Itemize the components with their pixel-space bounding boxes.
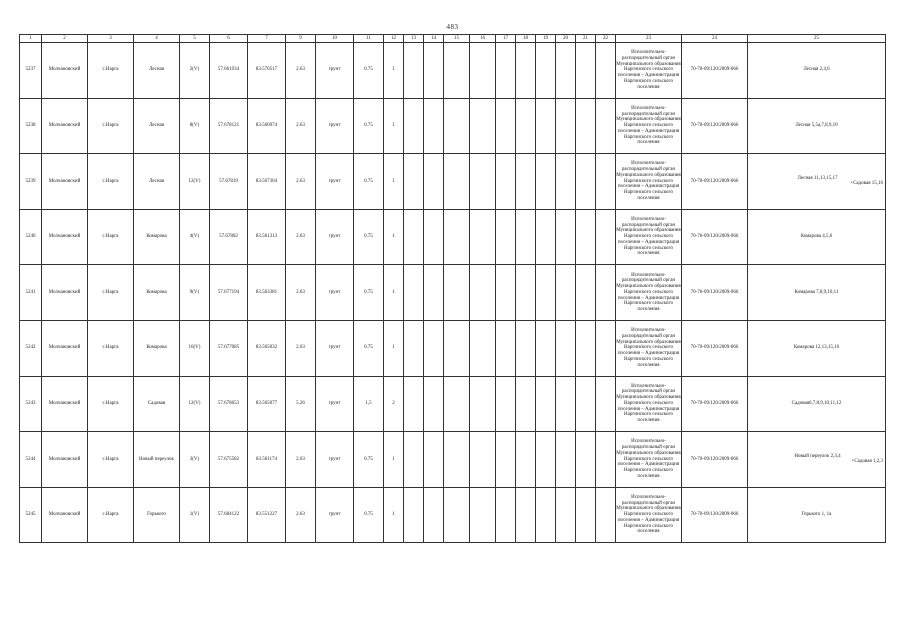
- empty-cell: [404, 154, 424, 210]
- lanes-cell: 2: [384, 376, 404, 432]
- empty-cell: [424, 376, 444, 432]
- empty-cell: [496, 43, 516, 99]
- empty-cell: [404, 43, 424, 99]
- settlement-cell: с.Нарга: [88, 209, 134, 265]
- longitude-cell: 83.565077: [248, 376, 286, 432]
- empty-cell: [496, 432, 516, 488]
- category-cell: 12(V): [180, 376, 210, 432]
- empty-cell: [536, 43, 556, 99]
- record-id-cell: 5242: [20, 320, 42, 376]
- column-number-header: 1: [20, 35, 42, 43]
- district-cell: Молчановский: [42, 320, 88, 376]
- owner-organization-cell: Исполнительно-распорядительный орган Муниципального образования Наргинского сельского поселения – Администрация Наргинского сельского поселения: [616, 320, 682, 376]
- addresses-cell: [748, 154, 886, 210]
- empty-cell: [424, 487, 444, 543]
- column-number-header: 23: [616, 35, 682, 43]
- empty-cell: [536, 432, 556, 488]
- column-number-header: 14: [424, 35, 444, 43]
- empty-cell: [470, 320, 496, 376]
- record-id-cell: 5245: [20, 487, 42, 543]
- district-cell: Молчановский: [42, 98, 88, 154]
- longitude-cell: 83.563381: [248, 265, 286, 321]
- district-cell: Молчановский: [42, 432, 88, 488]
- category-cell: 12(V): [180, 154, 210, 210]
- surface-cell: грунт: [316, 43, 354, 99]
- empty-cell: [576, 154, 596, 210]
- addresses-cell: [748, 487, 886, 543]
- empty-cell: [470, 43, 496, 99]
- empty-cell: [404, 209, 424, 265]
- column-number-header: 22: [596, 35, 616, 43]
- empty-cell: [424, 98, 444, 154]
- column-number-header: 21: [576, 35, 596, 43]
- empty-cell: [596, 98, 616, 154]
- table-row: [20, 320, 886, 376]
- empty-cell: [596, 265, 616, 321]
- surface-cell: грунт: [316, 209, 354, 265]
- width-cell: 2.63: [286, 265, 316, 321]
- record-id-cell: 5239: [20, 154, 42, 210]
- addresses-cell: [748, 320, 886, 376]
- record-id-cell: 5243: [20, 376, 42, 432]
- empty-cell: [470, 487, 496, 543]
- latitude-cell: 57.67819: [210, 154, 248, 210]
- longitude-cell: 83.570517: [248, 43, 286, 99]
- address-line: Лесная 2,4,6: [803, 67, 830, 73]
- column-number-header: 17: [496, 35, 516, 43]
- lanes-cell: 1: [384, 154, 404, 210]
- latitude-cell: 57.67802: [210, 209, 248, 265]
- empty-cell: [576, 98, 596, 154]
- street-cell: Лесная: [134, 98, 180, 154]
- latitude-cell: 57.661934: [210, 43, 248, 99]
- empty-cell: [444, 154, 470, 210]
- longitude-cell: 83.565032: [248, 320, 286, 376]
- empty-cell: [596, 209, 616, 265]
- table-row: [20, 98, 886, 154]
- column-number-header: 16: [470, 35, 496, 43]
- address-line: Лесная 11,13,15,17: [797, 175, 838, 181]
- empty-cell: [424, 154, 444, 210]
- empty-cell: [424, 432, 444, 488]
- owner-organization-cell: Исполнительно-распорядительный орган Муниципального образования Наргинского сельского поселения – Администрация Наргинского сельского поселения: [616, 209, 682, 265]
- empty-cell: [496, 154, 516, 210]
- column-number-header: 12: [384, 35, 404, 43]
- addresses-cell: [748, 98, 886, 154]
- empty-cell: [444, 265, 470, 321]
- road-registry-table: [19, 34, 886, 543]
- column-number-header: 6: [210, 35, 248, 43]
- latitude-cell: 57.684122: [210, 487, 248, 543]
- surface-cell: грунт: [316, 487, 354, 543]
- street-cell: Комарова: [134, 320, 180, 376]
- lanes-cell: 1: [384, 209, 404, 265]
- width-cell: 2.63: [286, 487, 316, 543]
- column-number-header: 7: [248, 35, 286, 43]
- registration-number-cell: 70-70-09/120/2009-066: [682, 376, 748, 432]
- column-number-header: 25: [748, 35, 886, 43]
- empty-cell: [404, 376, 424, 432]
- address-line: Горького 1, 1а: [801, 512, 832, 518]
- owner-organization-cell: Исполнительно-распорядительный орган Муниципального образования Наргинского сельского поселения – Администрация Наргинского сельского поселения: [616, 376, 682, 432]
- empty-cell: [536, 376, 556, 432]
- length-cell: 0.75: [354, 265, 384, 321]
- category-cell: 16(V): [180, 320, 210, 376]
- surface-cell: грунт: [316, 432, 354, 488]
- latitude-cell: 57.677194: [210, 265, 248, 321]
- empty-cell: [576, 487, 596, 543]
- addresses-cell: [748, 209, 886, 265]
- empty-cell: [596, 43, 616, 99]
- street-cell: Лесная: [134, 43, 180, 99]
- empty-cell: [404, 432, 424, 488]
- empty-cell: [536, 154, 556, 210]
- empty-cell: [556, 265, 576, 321]
- empty-cell: [444, 320, 470, 376]
- column-number-header: 15: [444, 35, 470, 43]
- latitude-cell: 57.678653: [210, 376, 248, 432]
- width-cell: 2.63: [286, 43, 316, 99]
- length-cell: 0.75: [354, 154, 384, 210]
- settlement-cell: с.Нарга: [88, 154, 134, 210]
- length-cell: 0.75: [354, 43, 384, 99]
- longitude-cell: 83.567304: [248, 154, 286, 210]
- street-cell: Горького: [134, 487, 180, 543]
- empty-cell: [576, 43, 596, 99]
- width-cell: 2.63: [286, 98, 316, 154]
- longitude-cell: 83.551227: [248, 487, 286, 543]
- length-cell: 0.75: [354, 209, 384, 265]
- address-line: Лесная 5,5а,7,8,9,10: [795, 123, 838, 129]
- empty-cell: [576, 209, 596, 265]
- registration-number-cell: 70-70-09/120/2009-066: [682, 98, 748, 154]
- record-id-cell: 5238: [20, 98, 42, 154]
- address-line: Комарова 4,5,6: [800, 234, 833, 240]
- surface-cell: грунт: [316, 154, 354, 210]
- width-cell: 2.63: [286, 432, 316, 488]
- length-cell: 1,5: [354, 376, 384, 432]
- settlement-cell: с.Нарга: [88, 376, 134, 432]
- district-cell: Молчановский: [42, 209, 88, 265]
- district-cell: Молчановский: [42, 376, 88, 432]
- column-number-header: 20: [556, 35, 576, 43]
- empty-cell: [424, 265, 444, 321]
- empty-cell: [424, 43, 444, 99]
- owner-organization-cell: Исполнительно-распорядительный орган Муниципального образования Наргинского сельского поселения – Администрация Наргинского сельского поселения: [616, 432, 682, 488]
- settlement-cell: с.Нарга: [88, 98, 134, 154]
- registration-number-cell: 70-70-09/120/2009-066: [682, 432, 748, 488]
- street-cell: Новый переулок: [134, 432, 180, 488]
- lanes-cell: 1: [384, 43, 404, 99]
- empty-cell: [536, 487, 556, 543]
- longitude-cell: 83.561174: [248, 432, 286, 488]
- empty-cell: [576, 265, 596, 321]
- record-id-cell: 5241: [20, 265, 42, 321]
- address-line: Комарова 7,8,9,10,11: [794, 289, 839, 295]
- table-row: [20, 209, 886, 265]
- column-number-header: 18: [516, 35, 536, 43]
- category-cell: 9(V): [180, 265, 210, 321]
- column-number-header: 9: [286, 35, 316, 43]
- page-number: 483: [446, 23, 459, 31]
- empty-cell: [404, 487, 424, 543]
- column-number-header: 2: [42, 35, 88, 43]
- empty-cell: [596, 320, 616, 376]
- empty-cell: [516, 320, 536, 376]
- empty-cell: [596, 376, 616, 432]
- empty-cell: [470, 265, 496, 321]
- empty-cell: [496, 209, 516, 265]
- empty-cell: [404, 265, 424, 321]
- empty-cell: [496, 265, 516, 321]
- empty-cell: [556, 98, 576, 154]
- column-number-header: 3: [88, 35, 134, 43]
- empty-cell: [556, 376, 576, 432]
- width-cell: 2.63: [286, 154, 316, 210]
- length-cell: 0.75: [354, 98, 384, 154]
- empty-cell: [496, 376, 516, 432]
- empty-cell: [536, 320, 556, 376]
- empty-cell: [536, 98, 556, 154]
- settlement-cell: с.Нарга: [88, 487, 134, 543]
- lanes-cell: 1: [384, 432, 404, 488]
- empty-cell: [444, 376, 470, 432]
- empty-cell: [576, 432, 596, 488]
- empty-cell: [470, 376, 496, 432]
- surface-cell: грунт: [316, 98, 354, 154]
- addresses-cell: [748, 43, 886, 99]
- empty-cell: [444, 43, 470, 99]
- street-cell: Лесная: [134, 154, 180, 210]
- empty-cell: [576, 320, 596, 376]
- settlement-cell: с.Нарга: [88, 320, 134, 376]
- street-cell: Садовая: [134, 376, 180, 432]
- empty-cell: [404, 320, 424, 376]
- latitude-cell: 57.678121: [210, 98, 248, 154]
- width-cell: 5.26: [286, 376, 316, 432]
- empty-cell: [444, 98, 470, 154]
- district-cell: Молчановский: [42, 487, 88, 543]
- column-number-header: 11: [354, 35, 384, 43]
- surface-cell: грунт: [316, 320, 354, 376]
- table-row: [20, 432, 886, 488]
- settlement-cell: с.Нарга: [88, 43, 134, 99]
- address-line: Комарова 12,13,15,16: [793, 345, 840, 351]
- empty-cell: [596, 487, 616, 543]
- empty-cell: [556, 209, 576, 265]
- street-cell: Комарова: [134, 209, 180, 265]
- empty-cell: [444, 432, 470, 488]
- registration-number-cell: 70-70-09/120/2009-066: [682, 43, 748, 99]
- empty-cell: [556, 432, 576, 488]
- addresses-cell: [748, 265, 886, 321]
- lanes-cell: 1: [384, 98, 404, 154]
- address-line: Садовая6,7,8,9,10,11,12: [791, 400, 842, 406]
- empty-cell: [496, 320, 516, 376]
- registration-number-cell: 70-70-09/120/2009-066: [682, 209, 748, 265]
- longitude-cell: 83.561313: [248, 209, 286, 265]
- settlement-cell: с.Нарга: [88, 432, 134, 488]
- addresses-cell: [748, 432, 886, 488]
- owner-organization-cell: Исполнительно-распорядительный орган Муниципального образования Наргинского сельского поселения – Администрация Наргинского сельского поселения: [616, 265, 682, 321]
- longitude-cell: 83.566974: [248, 98, 286, 154]
- registration-number-cell: 70-70-09/120/2009-066: [682, 265, 748, 321]
- category-cell: 1(V): [180, 487, 210, 543]
- empty-cell: [470, 154, 496, 210]
- empty-cell: [556, 487, 576, 543]
- category-cell: 2(V): [180, 43, 210, 99]
- address-line: +Садовая 15,16: [850, 181, 883, 187]
- record-id-cell: 5244: [20, 432, 42, 488]
- length-cell: 0.75: [354, 432, 384, 488]
- empty-cell: [556, 154, 576, 210]
- empty-cell: [576, 376, 596, 432]
- width-cell: 2.63: [286, 320, 316, 376]
- empty-cell: [516, 376, 536, 432]
- length-cell: 0.75: [354, 487, 384, 543]
- district-cell: Молчановский: [42, 265, 88, 321]
- empty-cell: [556, 320, 576, 376]
- empty-cell: [516, 487, 536, 543]
- empty-cell: [596, 432, 616, 488]
- table-row: [20, 487, 886, 543]
- empty-cell: [444, 487, 470, 543]
- category-cell: 8(V): [180, 98, 210, 154]
- empty-cell: [444, 209, 470, 265]
- category-cell: 4(V): [180, 209, 210, 265]
- district-cell: Молчановский: [42, 43, 88, 99]
- empty-cell: [516, 43, 536, 99]
- lanes-cell: 1: [384, 265, 404, 321]
- empty-cell: [516, 98, 536, 154]
- owner-organization-cell: Исполнительно-распорядительный орган Муниципального образования Наргинского сельского поселения – Администрация Наргинского сельского поселения: [616, 154, 682, 210]
- empty-cell: [424, 320, 444, 376]
- address-line: +Садовая 1,2,3: [851, 459, 883, 465]
- empty-cell: [516, 265, 536, 321]
- empty-cell: [536, 265, 556, 321]
- column-number-header: 24: [682, 35, 748, 43]
- registration-number-cell: 70-70-09/120/2009-066: [682, 154, 748, 210]
- empty-cell: [470, 432, 496, 488]
- owner-organization-cell: Исполнительно-распорядительный орган Муниципального образования Наргинского сельского поселения – Администрация Наргинского сельского поселения: [616, 487, 682, 543]
- surface-cell: грунт: [316, 376, 354, 432]
- column-number-header: 19: [536, 35, 556, 43]
- empty-cell: [516, 432, 536, 488]
- street-cell: Комарова: [134, 265, 180, 321]
- column-number-header-row: [20, 35, 886, 43]
- empty-cell: [404, 98, 424, 154]
- column-number-header: 10: [316, 35, 354, 43]
- addresses-cell: [748, 376, 886, 432]
- column-number-header: 13: [404, 35, 424, 43]
- latitude-cell: 57.677085: [210, 320, 248, 376]
- empty-cell: [596, 154, 616, 210]
- empty-cell: [536, 209, 556, 265]
- record-id-cell: 5240: [20, 209, 42, 265]
- column-number-header: 5: [180, 35, 210, 43]
- column-number-header: 4: [134, 35, 180, 43]
- length-cell: 0.75: [354, 320, 384, 376]
- empty-cell: [516, 154, 536, 210]
- empty-cell: [516, 209, 536, 265]
- category-cell: 3(V): [180, 432, 210, 488]
- owner-organization-cell: Исполнительно-распорядительный орган Муниципального образования Наргинского сельского поселения – Администрация Наргинского сельского поселения: [616, 43, 682, 99]
- empty-cell: [496, 98, 516, 154]
- lanes-cell: 1: [384, 487, 404, 543]
- registration-number-cell: 70-70-09/120/2009-066: [682, 320, 748, 376]
- settlement-cell: с.Нарга: [88, 265, 134, 321]
- record-id-cell: 5237: [20, 43, 42, 99]
- empty-cell: [496, 487, 516, 543]
- empty-cell: [556, 43, 576, 99]
- empty-cell: [470, 98, 496, 154]
- table-row: [20, 265, 886, 321]
- address-line: Новый переулок 2,3,4: [794, 453, 841, 459]
- latitude-cell: 57.675582: [210, 432, 248, 488]
- table-row: [20, 376, 886, 432]
- table-row: [20, 43, 886, 99]
- owner-organization-cell: Исполнительно-распорядительный орган Муниципального образования Наргинского сельского поселения – Администрация Наргинского сельского поселения: [616, 98, 682, 154]
- lanes-cell: 1: [384, 320, 404, 376]
- district-cell: Молчановский: [42, 154, 88, 210]
- surface-cell: грунт: [316, 265, 354, 321]
- registration-number-cell: 70-70-09/120/2009-066: [682, 487, 748, 543]
- width-cell: 2.63: [286, 209, 316, 265]
- empty-cell: [424, 209, 444, 265]
- empty-cell: [470, 209, 496, 265]
- table-row: [20, 154, 886, 210]
